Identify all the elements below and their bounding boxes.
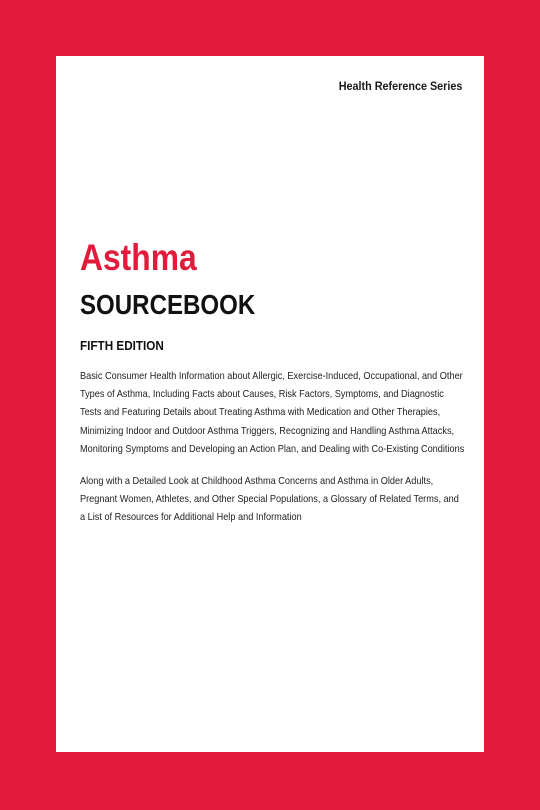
description-paragraph-2: Along with a Detailed Look at Childhood Asthma Concerns and Asthma in Older Adults, Pregnant Women, Athletes, and Other Special Populations, a Glossary of Related Terms, and a List of Resources for Additional Help and Information — [80, 476, 459, 524]
title-block — [80, 236, 465, 528]
description-paragraph-1: Basic Consumer Health Information about Allergic, Exercise-Induced, Occupational, and Other Types of Asthma, Including Facts about Causes, Risk Factors, Symptoms, and Diagnostic Tests and Featuring Details about Treating Asthma with Medication and Other Therapies, Minimizing Indoor and Outdoor Asthma Triggers, Recognizing and Handling Asthma Attacks, Monitoring Symptoms and Developing an Action Plan, and Dealing with Co-Existing Conditions — [80, 371, 465, 455]
series-name: Health Reference Series — [338, 79, 462, 93]
cover-panel — [56, 56, 484, 752]
edition-label: FIFTH EDITION — [80, 338, 164, 353]
book-subtitle: SOURCEBOOK — [80, 289, 256, 320]
book-title: Asthma — [80, 237, 197, 278]
